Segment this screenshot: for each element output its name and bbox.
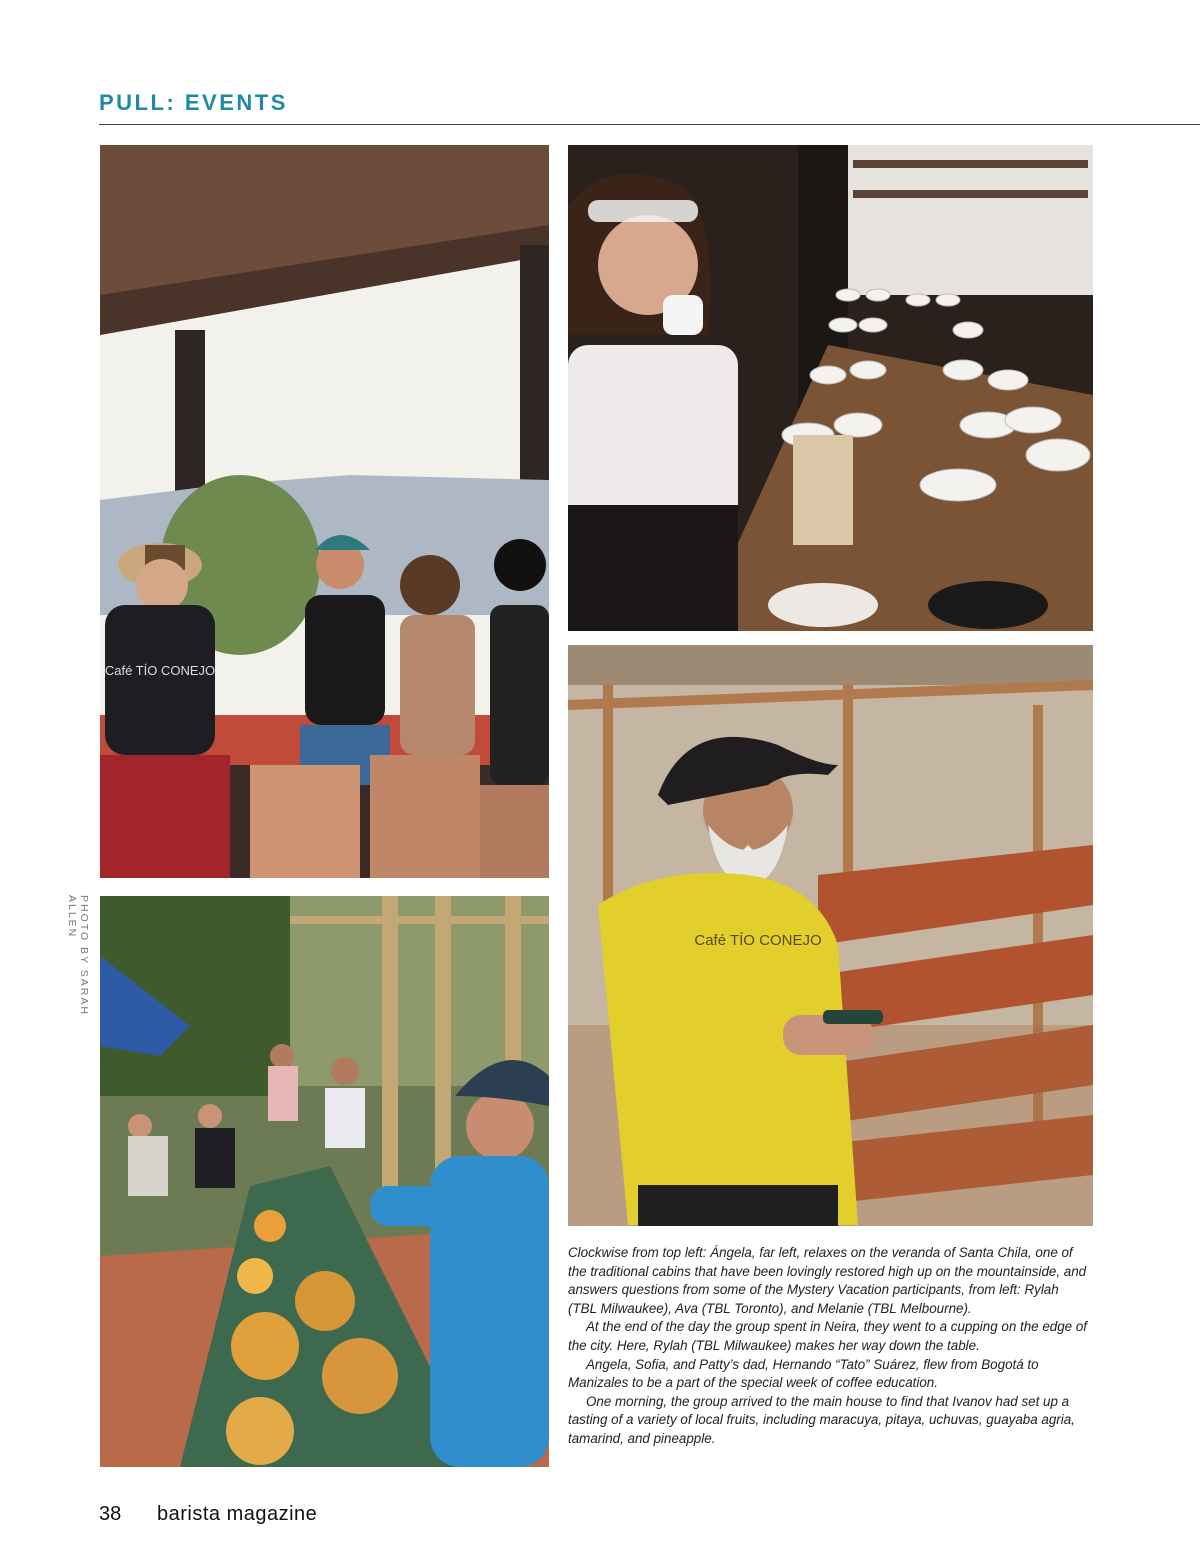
photo-fruit-tasting	[100, 896, 549, 1467]
caption-paragraph-1: Clockwise from top left: Ángela, far left, relaxes on the veranda of Santa Chila, one of the traditional cabins that have been lovingly restored high up on the mountainside, and answers questions from some of the Mystery Vacation participants, from left: Rylah (TBL Milwaukee), Ava (TBL Toronto), and Melanie (TBL Melbourne).	[568, 1245, 1087, 1316]
photo-hernando	[568, 645, 1093, 1226]
veranda-shirt-text: Café TÍO CONEJO	[104, 663, 216, 678]
caption-paragraph-3: Angela, Sofia, and Patty’s dad, Hernando “Tato” Suárez, flew from Bogotá to Manizales to be a part of the special week of coffee education.	[568, 1356, 1039, 1391]
magazine-title: barista magazine	[157, 1503, 318, 1525]
caption-paragraph-4: One morning, the group arrived to the main house to find that Ivanov had set up a tasting of a variety of local fruits, including maracuya, pitaya, uchuvas, guayaba agria, tamarind, and pineapple.	[568, 1393, 1075, 1446]
section-heading: PULL: EVENTS	[99, 90, 288, 115]
caption	[568, 1244, 1088, 1449]
page-number: 38	[99, 1503, 122, 1525]
photo-credit: PHOTO BY SARAH ALLEN	[66, 895, 90, 1016]
caption-paragraph-2: At the end of the day the group spent in Neira, they went to a cupping on the edge of the city. Here, Rylah (TBL Milwaukee) makes her way down the table.	[568, 1319, 1088, 1353]
photo-cupping	[568, 145, 1093, 631]
hernando-shirt-text: Café TÍO CONEJO	[694, 932, 822, 949]
header-rule	[99, 124, 1200, 125]
photo-veranda	[100, 145, 549, 878]
